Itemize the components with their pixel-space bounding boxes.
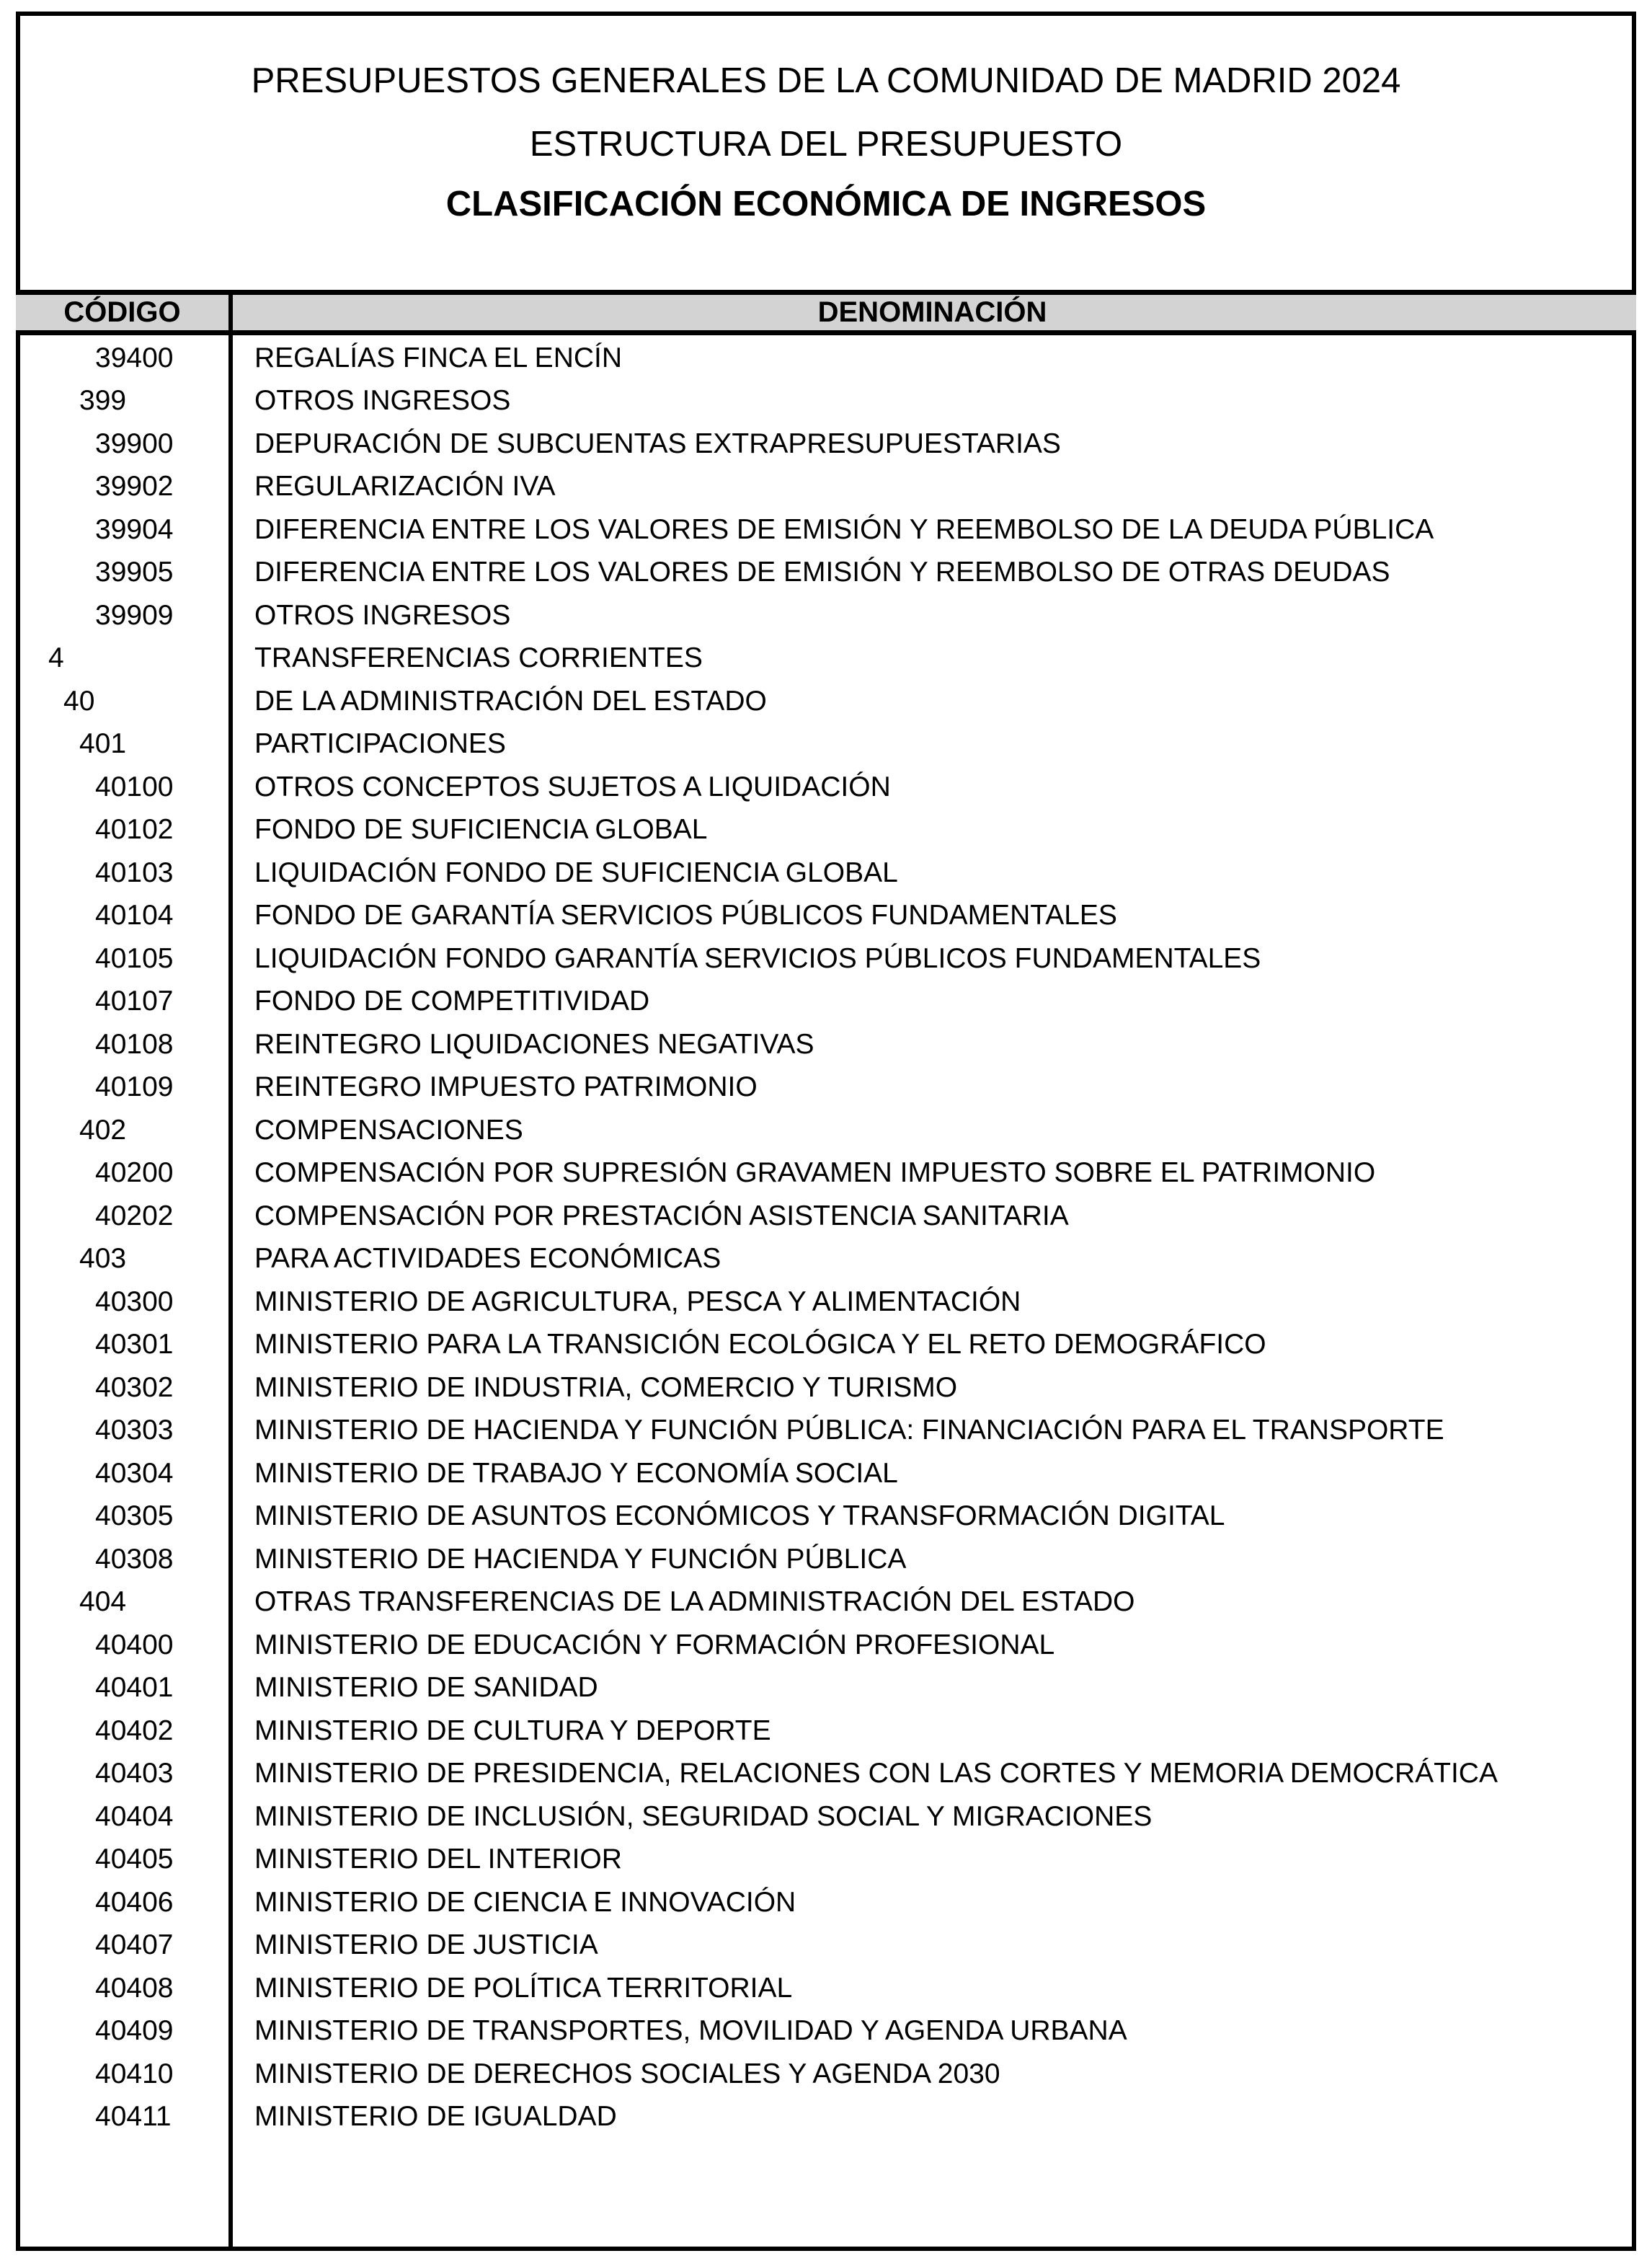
row-denomination: MINISTERIO DE POLÍTICA TERRITORIAL [254,1972,793,2004]
row-denomination: DIFERENCIA ENTRE LOS VALORES DE EMISIÓN Y REEMBOLSO DE LA DEUDA PÚBLICA [254,513,1434,545]
table-row [20,1924,1632,1968]
table-row [20,2053,1632,2096]
table-row [20,1195,1632,1238]
table-row [20,680,1632,723]
row-denomination: MINISTERIO PARA LA TRANSICIÓN ECOLÓGICA Y EL RETO DEMOGRÁFICO [254,1329,1266,1360]
table-row [20,1410,1632,1453]
row-code: 403 [79,1243,127,1275]
table-row [20,380,1632,423]
row-denomination: REINTEGRO IMPUESTO PATRIMONIO [254,1071,758,1103]
row-code: 40302 [95,1371,174,1403]
row-code: 40408 [95,1972,174,2004]
table-row [20,1839,1632,1882]
row-denomination: MINISTERIO DE ASUNTOS ECONÓMICOS Y TRANSFORMACIÓN DIGITAL [254,1500,1225,1532]
row-code: 39909 [95,599,174,631]
table-row [20,1023,1632,1066]
row-denomination: FONDO DE GARANTÍA SERVICIOS PÚBLICOS FUNDAMENTALES [254,900,1117,932]
row-denomination: FONDO DE SUFICIENCIA GLOBAL [254,814,708,846]
row-code: 40400 [95,1629,174,1660]
table-row [20,1109,1632,1152]
row-denomination: OTROS INGRESOS [254,599,511,631]
row-code: 399 [79,385,127,417]
row-code: 40109 [95,1071,174,1103]
table-row [20,809,1632,852]
row-denomination: LIQUIDACIÓN FONDO GARANTÍA SERVICIOS PÚBLICOS FUNDAMENTALES [254,942,1261,974]
row-denomination: MINISTERIO DEL INTERIOR [254,1844,622,1875]
row-denomination: MINISTERIO DE CULTURA Y DEPORTE [254,1714,771,1746]
row-code: 40406 [95,1886,174,1918]
table-row [20,1324,1632,1367]
row-denomination: MINISTERIO DE INCLUSIÓN, SEGURIDAD SOCIAL Y MIGRACIONES [254,1800,1153,1832]
table-row [20,2096,1632,2139]
table-row [20,937,1632,981]
column-header-codigo: CÓDIGO [63,296,181,328]
row-denomination: MINISTERIO DE EDUCACIÓN Y FORMACIÓN PROFESIONAL [254,1629,1055,1660]
row-code: 40108 [95,1028,174,1060]
row-denomination: MINISTERIO DE TRABAJO Y ECONOMÍA SOCIAL [254,1457,898,1489]
row-denomination: COMPENSACIÓN POR SUPRESIÓN GRAVAMEN IMPUESTO SOBRE EL PATRIMONIO [254,1157,1376,1189]
table-row [20,895,1632,938]
row-denomination: DEPURACIÓN DE SUBCUENTAS EXTRAPRESUPUESTARIAS [254,428,1061,459]
row-code: 4 [48,642,64,674]
row-denomination: LIQUIDACIÓN FONDO DE SUFICIENCIA GLOBAL [254,857,898,888]
row-code: 40 [63,685,95,717]
row-denomination: TRANSFERENCIAS CORRIENTES [254,642,703,674]
table-row [20,1753,1632,1796]
row-denomination: MINISTERIO DE AGRICULTURA, PESCA Y ALIMENTACIÓN [254,1286,1021,1317]
row-code: 39905 [95,557,174,588]
table-row [20,1366,1632,1410]
table-row [20,981,1632,1024]
doc-title-line3: CLASIFICACIÓN ECONÓMICA DE INGRESOS [445,185,1207,224]
row-code: 40305 [95,1500,174,1532]
row-denomination: OTRAS TRANSFERENCIAS DE LA ADMINISTRACIÓN DEL ESTADO [254,1586,1135,1618]
row-denomination: DIFERENCIA ENTRE LOS VALORES DE EMISIÓN Y REEMBOLSO DE OTRAS DEUDAS [254,557,1390,588]
column-divider [228,290,233,2247]
row-denomination: MINISTERIO DE IGUALDAD [254,2101,617,2133]
row-denomination: MINISTERIO DE INDUSTRIA, COMERCIO Y TURISMO [254,1371,958,1403]
table-row [20,466,1632,509]
table-row [20,1495,1632,1539]
row-code: 40105 [95,942,174,974]
row-denomination: DE LA ADMINISTRACIÓN DEL ESTADO [254,685,767,717]
table-row [20,508,1632,552]
row-code: 40405 [95,1844,174,1875]
row-code: 40103 [95,857,174,888]
row-code: 402 [79,1114,127,1146]
table-row [20,1066,1632,1110]
doc-title-line2: ESTRUCTURA DEL PRESUPUESTO [529,125,1123,164]
row-code: 40409 [95,2015,174,2047]
row-code: 40308 [95,1543,174,1575]
row-code: 40411 [95,2101,172,2133]
row-denomination: MINISTERIO DE TRANSPORTES, MOVILIDAD Y AGENDA URBANA [254,2015,1127,2047]
table-row [20,637,1632,681]
row-code: 40200 [95,1157,174,1189]
table-row [20,1795,1632,1839]
table-row [20,1452,1632,1495]
table-row [20,1538,1632,1581]
row-code: 40304 [95,1457,174,1489]
row-denomination: MINISTERIO DE JUSTICIA [254,1929,598,1961]
row-code: 39400 [95,342,174,373]
table-row [20,337,1632,380]
row-code: 40403 [95,1758,174,1789]
table-row [20,766,1632,809]
row-code: 404 [79,1586,127,1618]
row-denomination: OTROS INGRESOS [254,385,511,417]
row-code: 40104 [95,900,174,932]
row-code: 40102 [95,814,174,846]
row-denomination: COMPENSACIÓN POR PRESTACIÓN ASISTENCIA SANITARIA [254,1200,1069,1231]
row-code: 39902 [95,471,174,503]
row-code: 40404 [95,1800,174,1832]
table-row [20,1581,1632,1624]
row-denomination: REINTEGRO LIQUIDACIONES NEGATIVAS [254,1028,814,1060]
row-denomination: FONDO DE COMPETITIVIDAD [254,986,650,1017]
row-denomination: REGALÍAS FINCA EL ENCÍN [254,342,623,373]
row-denomination: REGULARIZACIÓN IVA [254,471,556,503]
row-denomination: MINISTERIO DE HACIENDA Y FUNCIÓN PÚBLICA [254,1543,907,1575]
table-row [20,552,1632,595]
row-denomination: MINISTERIO DE DERECHOS SOCIALES Y AGENDA 2030 [254,2058,1000,2089]
row-denomination: COMPENSACIONES [254,1114,523,1146]
row-code: 40410 [95,2058,174,2089]
table-header-row [16,290,1636,335]
table-row [20,1667,1632,1710]
row-code: 40402 [95,1714,174,1746]
table-row [20,1709,1632,1753]
table-row [20,2010,1632,2053]
table-row [20,1624,1632,1667]
row-code: 401 [79,728,127,760]
row-denomination: PARA ACTIVIDADES ECONÓMICAS [254,1243,721,1275]
row-code: 40202 [95,1200,174,1231]
row-code: 40407 [95,1929,174,1961]
table-row [20,1152,1632,1195]
row-denomination: MINISTERIO DE HACIENDA Y FUNCIÓN PÚBLICA: FINANCIACIÓN PARA EL TRANSPORTE [254,1415,1444,1446]
row-code: 40303 [95,1415,174,1446]
table-row [20,594,1632,637]
table-row [20,1280,1632,1324]
table-row [20,723,1632,766]
doc-title-line1: PRESUPUESTOS GENERALES DE LA COMUNIDAD DE MADRID 2024 [251,61,1401,100]
row-code: 40401 [95,1672,174,1704]
table-row [20,1967,1632,2010]
row-code: 40301 [95,1329,174,1360]
row-code: 39900 [95,428,174,459]
row-code: 40300 [95,1286,174,1317]
row-denomination: PARTICIPACIONES [254,728,506,760]
row-denomination: MINISTERIO DE SANIDAD [254,1672,598,1704]
row-denomination: MINISTERIO DE PRESIDENCIA, RELACIONES CON LAS CORTES Y MEMORIA DEMOCRÁTICA [254,1758,1498,1789]
row-denomination: OTROS CONCEPTOS SUJETOS A LIQUIDACIÓN [254,771,891,802]
row-denomination: MINISTERIO DE CIENCIA E INNOVACIÓN [254,1886,796,1918]
table-body [20,337,1632,2138]
row-code: 39904 [95,513,174,545]
table-row [20,1881,1632,1924]
table-row [20,422,1632,466]
row-code: 40100 [95,771,174,802]
column-header-denominacion: DENOMINACIÓN [817,296,1047,328]
table-row [20,851,1632,895]
row-code: 40107 [95,986,174,1017]
table-row [20,1238,1632,1281]
